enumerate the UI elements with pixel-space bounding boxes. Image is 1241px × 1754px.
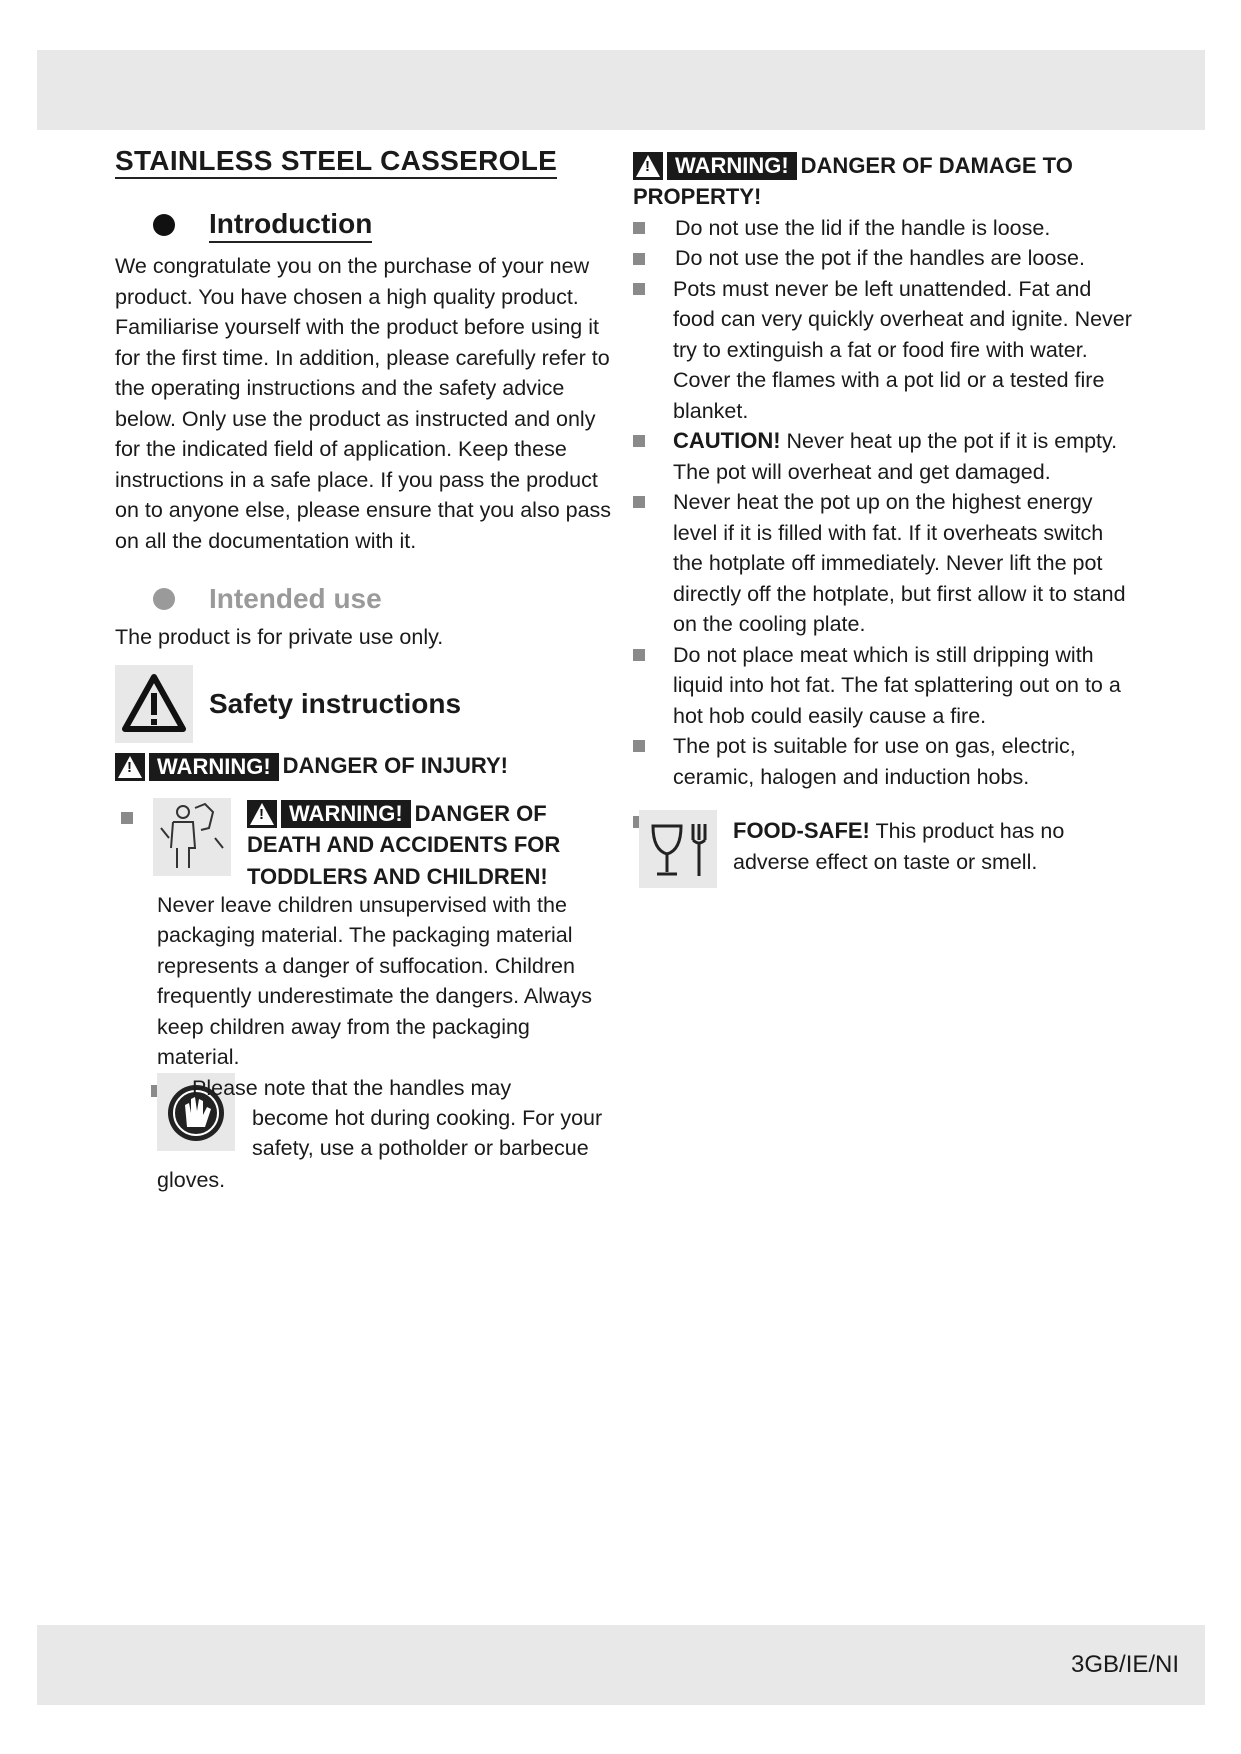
introduction-text: We congratulate you on the purchase of your new product. You have chosen a high quality product. Familiarise yourself with the product before using it for the first time. In addition, please carefully refer to the operating instructions and the safety advice below. Only use the product as instructed and only for the indicated field of application. Keep these instructions in a safe place. If you pass the product on to anyone else, please ensure that you also pass on all the documentation with it.: [115, 254, 612, 553]
header-band: [37, 50, 1205, 130]
intended-use-heading: Intended use: [153, 582, 615, 616]
intended-use-text: The product is for private use only.: [115, 625, 444, 649]
handles-text-line1: Please note that the handles may: [192, 1075, 512, 1100]
children-warning-block: [115, 798, 615, 889]
warning-icon: [115, 753, 145, 781]
list-item: The pot is suitable for use on gas, electric, ceramic, halogen and induction hobs.: [633, 731, 1133, 792]
document-title: STAINLESS STEEL CASSEROLE: [115, 145, 557, 179]
warning-triangle-icon: [115, 665, 193, 743]
handles-text-line3: gloves.: [157, 1167, 226, 1192]
child-warning-icon: [153, 798, 231, 876]
injury-warning: ! WARNING! DANGER OF INJURY!: [115, 751, 615, 782]
handles-block: [157, 1073, 615, 1171]
warning-icon: [633, 152, 663, 180]
list-item: Do not place meat which is still dripping with liquid into hot fat. The fat splattering out on to a hot hob could easily cause a fire.: [633, 640, 1133, 732]
list-item: Do not use the lid if the handle is loose.: [633, 213, 1133, 244]
bullet-dot-icon: [153, 214, 175, 236]
food-safe-text: FOOD-SAFE! This product has no adverse effect on taste or smell.: [733, 818, 1065, 874]
warning-icon: [247, 800, 277, 828]
food-safe-icon: [639, 810, 717, 888]
caution-item: CAUTION! Never heat up the pot if it is empty. The pot will overheat and get damaged.: [633, 426, 1133, 487]
food-safe-block: [633, 810, 1133, 900]
footer-band: [37, 1625, 1205, 1705]
list-item: Do not use the pot if the handles are loose.: [633, 243, 1133, 274]
right-column: [633, 150, 1133, 900]
left-column: [115, 145, 615, 1195]
children-warning-heading: ! WARNING! DANGER OF DEATH AND ACCIDENTS FOR TODDLERS AND CHILDREN!: [247, 798, 607, 892]
page-number: 3GB/IE/NI: [1071, 1651, 1180, 1678]
list-item: Never heat the pot up on the highest energy level if it is filled with fat. If it overheats switch the hotplate off immediately. Never lift the pot directly off the hotplate, but first allow it to stand on the cooling plate.: [633, 487, 1133, 640]
bullet-dot-icon: [153, 588, 175, 610]
children-warning-text: Never leave children unsupervised with the packaging material. The packaging material represents a danger of suffocation. Children frequently underestimate the dangers. Always keep children away from the packaging material.: [157, 892, 593, 1070]
list-item: Pots must never be left unattended. Fat and food can very quickly overheat and ignite. Never try to extinguish a fat or food fire with water. Cover the flames with a pot lid or a tested fire blanket.: [633, 274, 1133, 427]
property-warning: ! WARNING! DANGER OF DAMAGE TO PROPERTY!: [633, 150, 1133, 213]
list-bullet: [121, 812, 133, 824]
safety-heading: Safety instructions: [115, 665, 615, 743]
introduction-heading: Introduction: [153, 207, 615, 243]
handles-text-line2: become hot during cooking. For your safety, use a potholder or barbecue: [252, 1105, 603, 1161]
